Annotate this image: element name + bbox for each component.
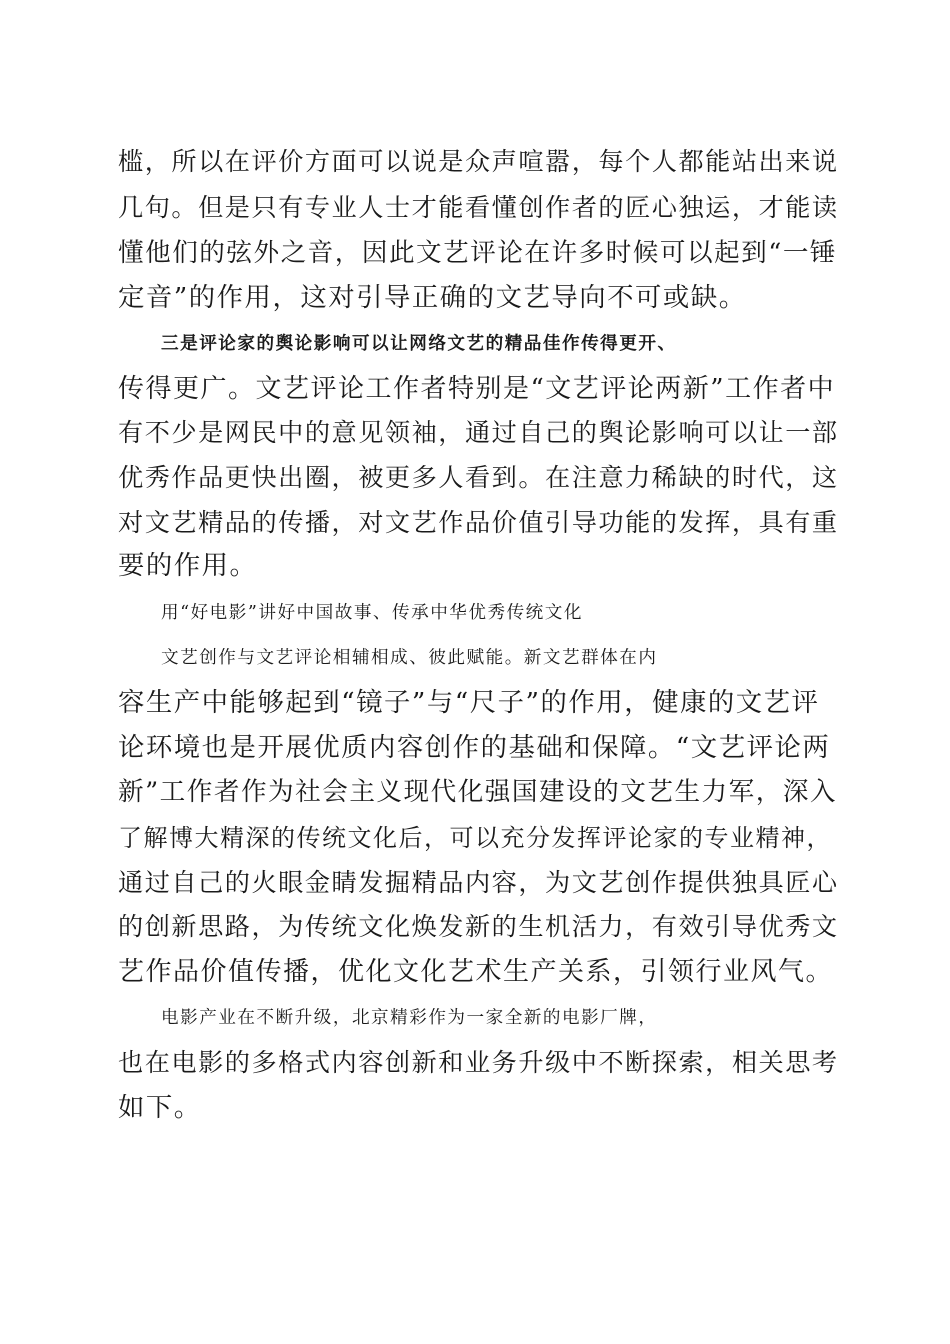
paragraph-line: 如下。 <box>118 1092 202 1123</box>
paragraph-line: 槛，所以在评价方面可以说是众声喧嚣，每个人都能站出来说 <box>118 147 839 176</box>
section-heading: 用“好电影”讲好中国故事、传承中华优秀传统文化 <box>161 603 583 623</box>
paragraph-line: 的创新思路，为传统文化焕发新的生机活力，有效引导优秀文 <box>118 912 839 941</box>
paragraph-line: 文艺创作与文艺评论相辅相成、彼此赋能。新文艺群体在内 <box>161 648 658 668</box>
paragraph-line: 艺作品价值传播，优化文化艺术生产关系，引领行业风气。 <box>118 957 834 987</box>
paragraph-line: 优秀作品更快出圈，被更多人看到。在注意力稀缺的时代，这 <box>118 463 839 492</box>
paragraph-line: 也在电影的多格式内容创新和业务升级中不断探索，相关思考 <box>118 1048 839 1077</box>
paragraph-line: 通过自己的火眼金睛发掘精品内容，为文艺创作提供独具匠心 <box>118 868 839 897</box>
paragraph-line: 传得更广。文艺评论工作者特别是“文艺评论两新”工作者中 <box>118 374 836 404</box>
paragraph-line: 容生产中能够起到“镜子”与“尺子”的作用，健康的文艺评 <box>118 687 820 718</box>
paragraph-line: 定音”的作用，这对引导正确的文艺导向不可或缺。 <box>118 282 747 313</box>
paragraph-line-bold: 三是评论家的舆论影响可以让网络文艺的精品佳作传得更开、 <box>161 333 677 354</box>
paragraph-line: 论环境也是开展优质内容创作的基础和保障。“文艺评论两 <box>118 732 831 763</box>
paragraph-line: 电影产业在不断升级，北京精彩作为一家全新的电影厂牌， <box>161 1008 658 1028</box>
paragraph-line: 几句。但是只有专业人士才能看懂创作者的匠心独运，才能读 <box>118 193 839 222</box>
paragraph-line: 对文艺精品的传播，对文艺作品价值引导功能的发挥，具有重 <box>118 508 839 537</box>
paragraph-line: 了解博大精深的传统文化后，可以充分发挥评论家的专业精神， <box>118 824 832 852</box>
paragraph-line: 有不少是网民中的意见领袖，通过自己的舆论影响可以让一部 <box>118 418 839 447</box>
paragraph-line: 新”工作者作为社会主义现代化强国建设的文艺生力军，深入 <box>118 777 838 807</box>
paragraph-line: 懂他们的弦外之音，因此文艺评论在许多时候可以起到“一锤 <box>118 238 838 268</box>
paragraph-line: 要的作用。 <box>118 550 258 581</box>
